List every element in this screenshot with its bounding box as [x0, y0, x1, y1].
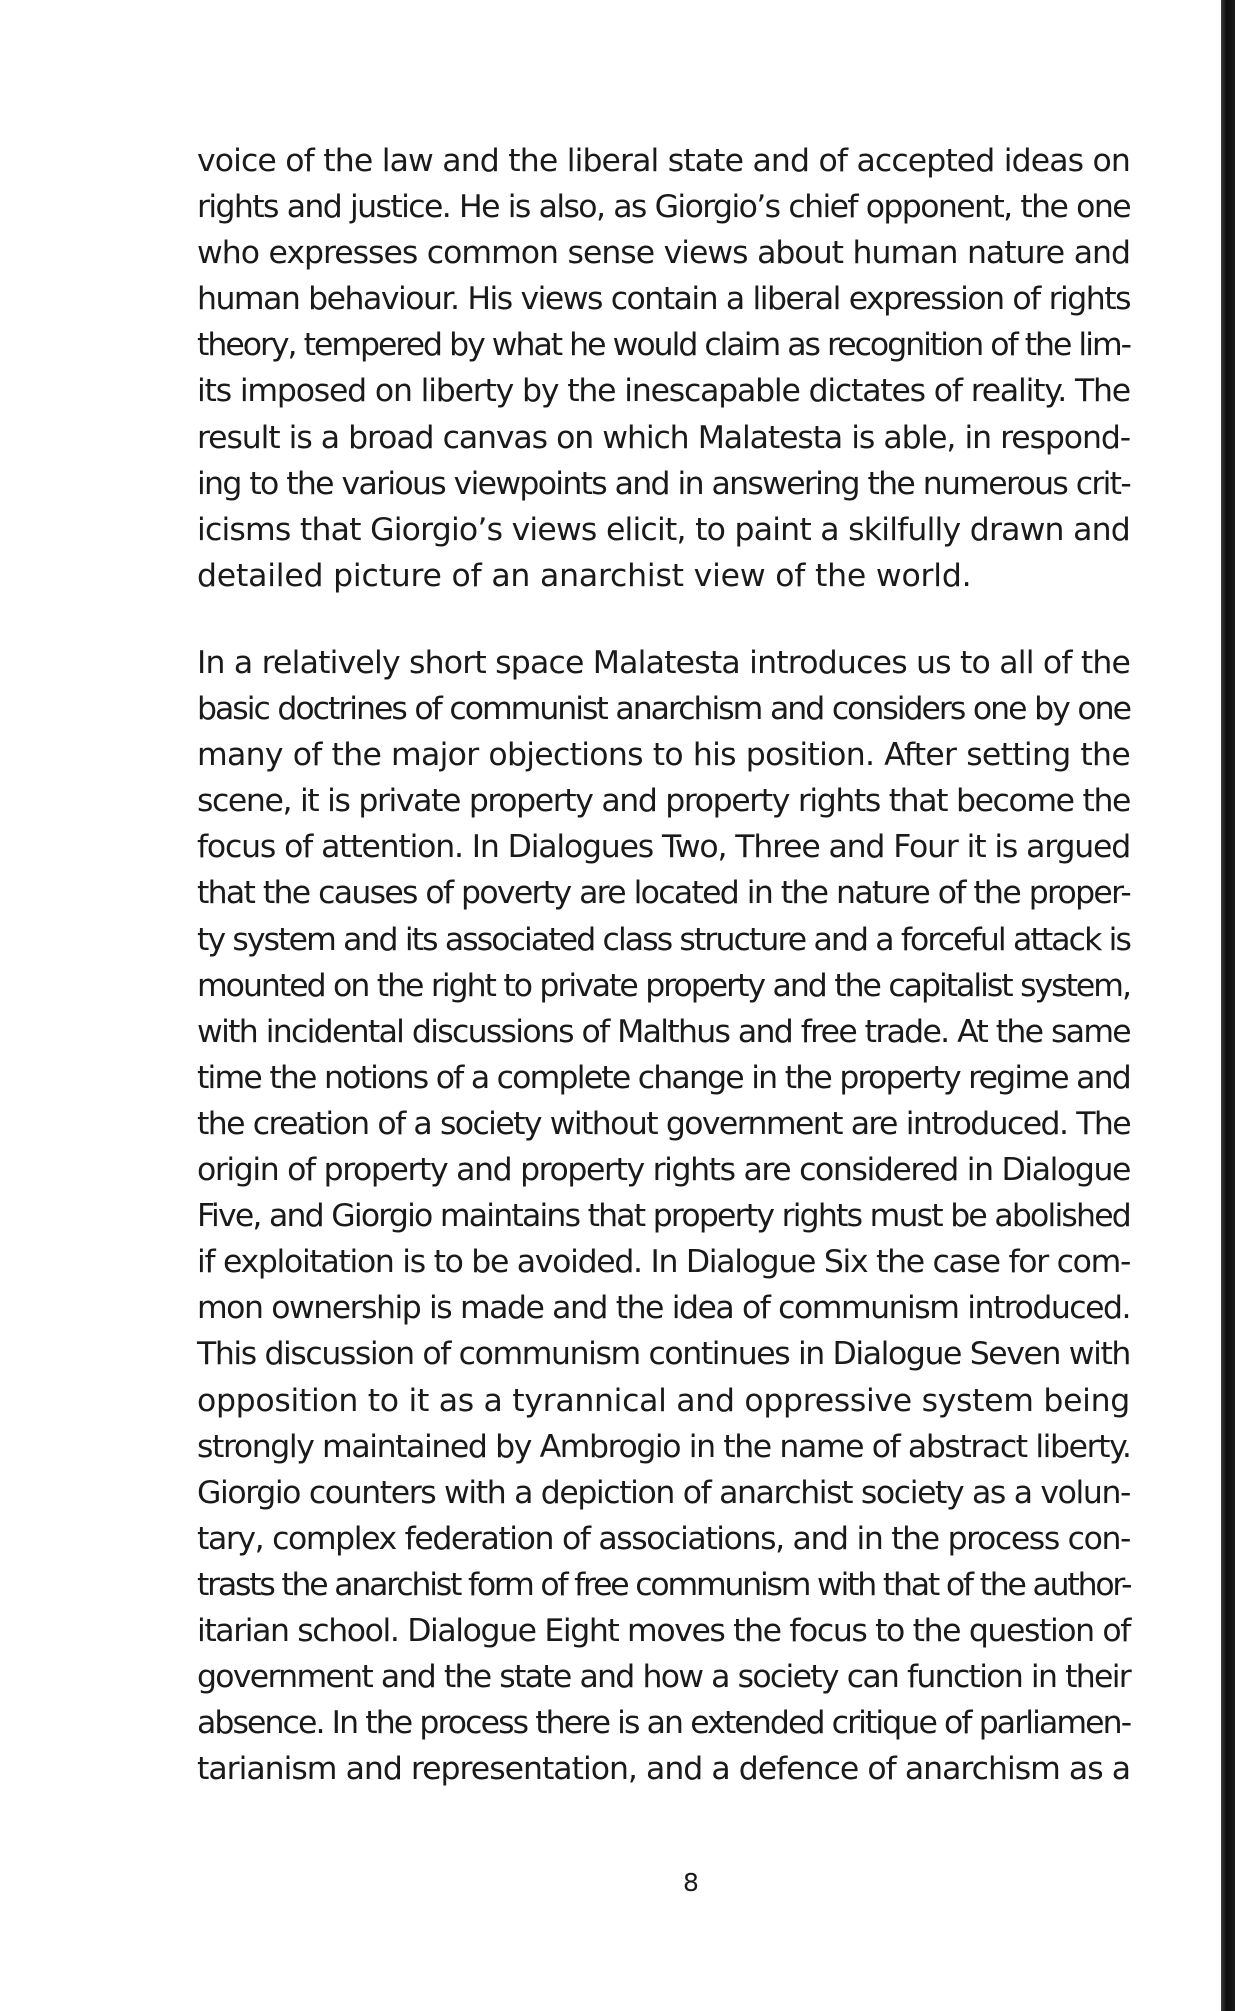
text-line: the creation of a society without government are introduced. The — [197, 1105, 1130, 1142]
text-line: many of the major objections to his position. After setting the — [197, 737, 1130, 774]
text-line: This discussion of communism continues in Dialogue Seven with — [197, 1336, 1130, 1373]
text-line: tary, complex federation of associations, and in the process con- — [197, 1520, 1130, 1557]
text-line: opposition to it as a tyrannical and oppressive system being — [197, 1382, 1130, 1419]
text-line: human behaviour. His views contain a liberal expression of rights — [197, 281, 1130, 318]
text-line: theory, tempered by what he would claim as recognition of the lim- — [197, 327, 1130, 364]
text-line: itarian school. Dialogue Eight moves the focus to the question of — [197, 1612, 1130, 1649]
text-line: focus of attention. In Dialogues Two, Three and Four it is argued — [197, 829, 1130, 866]
page-number: 8 — [683, 1868, 699, 1897]
text-line: strongly maintained by Ambrogio in the name of abstract liberty. — [197, 1428, 1131, 1465]
text-line: scene, it is private property and property rights that become the — [197, 783, 1130, 820]
text-line: time the notions of a complete change in the property regime and — [197, 1059, 1130, 1096]
text-line: tarianism and representation, and a defence of anarchism as a — [197, 1751, 1130, 1788]
text-line: mounted on the right to private property and the capitalist system, — [197, 967, 1130, 1004]
text-line: trasts the anarchist form of free communism with that of the author- — [197, 1566, 1131, 1603]
text-line: icisms that Giorgio’s views elicit, to paint a skilfully drawn and — [197, 511, 1130, 548]
text-line: if exploitation is to be avoided. In Dialogue Six the case for com- — [197, 1244, 1131, 1281]
text-line: Five, and Giorgio maintains that property rights must be abolished — [197, 1198, 1130, 1235]
text-line: ing to the various viewpoints and in answering the numerous crit- — [197, 465, 1130, 502]
text-line: rights and justice. He is also, as Giorgio’s chief opponent, the one — [197, 189, 1130, 226]
text-line: that the causes of poverty are located in the nature of the proper- — [197, 875, 1130, 912]
text-line: voice of the law and the liberal state and of accepted ideas on — [197, 143, 1130, 179]
text-line: detailed picture of an anarchist view of the world. — [197, 557, 972, 594]
text-line: who expresses common sense views about human nature and — [197, 235, 1130, 272]
text-line: mon ownership is made and the idea of communism introduced. — [197, 1290, 1130, 1327]
text-line: absence. In the process there is an extended critique of parliamen- — [197, 1705, 1131, 1742]
text-line: In a relatively short space Malatesta introduces us to all of the — [197, 645, 1131, 681]
text-line: government and the state and how a society can function in their — [197, 1659, 1130, 1696]
text-line: ty system and its associated class structure and a forceful attack is — [197, 921, 1130, 958]
text-line: origin of property and property rights are considered in Dialogue — [197, 1152, 1130, 1189]
text-line: result is a broad canvas on which Malatesta is able, in respond- — [197, 419, 1130, 456]
text-line: with incidental discussions of Malthus and free trade. At the same — [197, 1013, 1130, 1050]
text-line: basic doctrines of communist anarchism and considers one by one — [197, 691, 1130, 728]
page-edge-shadow — [1221, 0, 1235, 2011]
paragraph-2 — [197, 640, 1130, 1792]
text-line: its imposed on liberty by the inescapable dictates of reality. The — [197, 373, 1130, 410]
paragraph-1 — [197, 138, 1130, 599]
text-line: Giorgio counters with a depiction of anarchist society as a volun- — [197, 1474, 1130, 1511]
